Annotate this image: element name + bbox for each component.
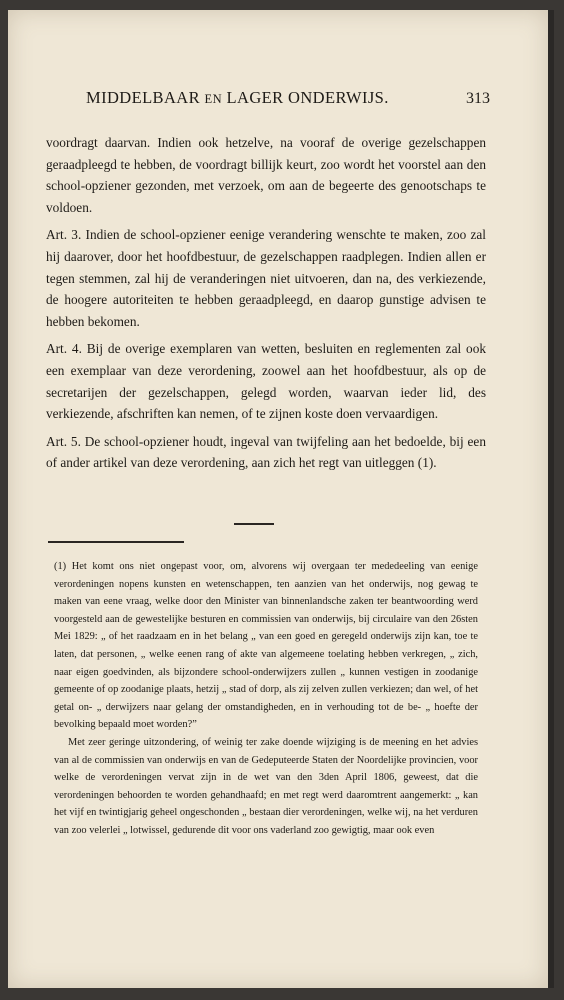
article-4: Art. 4. Bij de overige exemplaren van wetten, besluiten en reglementen zal ook een exemplaar van deze verordening, zoowel aan het hoofdbestuur, als op de secretarijen der gezelschappen, gelegd worden, waarvan ieder lid, des verkiezende, afschriften kan nemen, of te zijnen koste doen vervaardigen. [46, 341, 486, 422]
section-divider [234, 523, 274, 525]
page-number: 313 [466, 90, 490, 107]
footnote [54, 558, 478, 840]
page-header [86, 88, 490, 108]
running-title [86, 88, 389, 108]
running-title-part: MIDDELBAAR [86, 88, 200, 107]
book-page [8, 10, 554, 988]
footnote-paragraph: (1) Het komt ons niet ongepast voor, om, alvorens wij overgaan ter mededeeling van eenige verordeningen nopens kunsten en wetenschappen, ten aanzien van het onderwijs, nog gewag te maken van eene vraag, welke door den Minister van binnenlandsche zaken ter beantwoording werd voorgesteld aan de gewestelijke besturen en commissien van onderwijs, bij circulaire van den 26sten Mei 1829: „ of het raadzaam en in het belang „ van een goed en geregeld onderwijs zijn kan, toe te laten, dat personen, „ welke eenen rang of akte van algemeene toelating hebben verkregen, „ zich, naar eigen goedvinden, als bijzondere school-onderwijzers zullen „ kunnen vestigen in zoodanige gemeente of op zoodanige plaats, hetzij „ stad of dorp, als zij zelven zullen verkiezen; dan wel, of het getal on- „ derwijzers naar gelang der omstandigheden, en in verhouding tot de be- „ hoefte der bevolking bepaald moet worden?” [54, 561, 478, 731]
footnote-rule [48, 541, 184, 543]
article-5: Art. 5. De school-opziener houdt, ingeval van twijfeling aan het bedoelde, bij een of ander artikel van deze verordening, aan zich het regt van uitleggen (1). [46, 433, 486, 471]
article-3: Art. 3. Indien de school-opziener eenige verandering wenschte te maken, zoo zal hij daarover, door het hoofdbestuur, de gezelschappen raadplegen. Indien allen er tegen stemmen, zal hij de veranderingen niet uitvoeren, dan na, des verkiezende, de hoogere autoriteiten te hebben geraadpleegd, en daarop gunstige advisen te hebben bekomen. [46, 227, 486, 329]
running-title-part: EN [204, 92, 222, 106]
main-text [46, 132, 486, 480]
footnote-paragraph: Met zeer geringe uitzondering, of weinig ter zake doende wijziging is de meening en het advies van al de commissien van onderwijs en van de Gedeputeerde Staten der Noordelijke provincien, voor welke de verordeningen vervat zijn in de wet van den 3den April 1806, geweest, dat die verordeningen behoorden te worden gehandhaafd; en met regt werd daaromtrent aangemerkt: „ kan het vijf en twintigjarig geheel ongeschonden „ bestaan dier verordeningen, welke wij, na het verduren van zoo velerlei „ lotwissel, gedurende dit voor ons vaderland zoo gewigtig, maar ook even [54, 736, 478, 836]
paragraph: voordragt daarvan. Indien ook hetzelve, na vooraf de overige gezelschappen geraadpleegd te hebben, de voordragt billijk keurt, zoo wordt het voorstel aan den school-opziener gezonden, met verzoek, om aan de begeerte des genootschaps te voldoen. [46, 135, 486, 215]
running-title-part: LAGER ONDERWIJS. [226, 88, 389, 107]
